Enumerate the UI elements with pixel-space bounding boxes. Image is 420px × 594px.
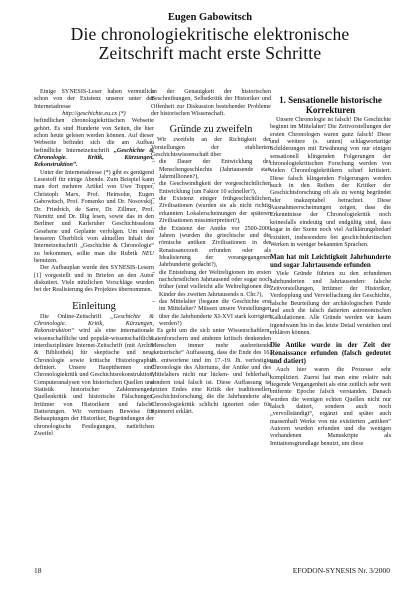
- heading-korrekturen: 1. Sensationelle historische Korrekturen: [279, 95, 382, 115]
- paragraph-definition: [34, 314, 154, 439]
- paragraph-intro: Einige SYNESIS-Leser haben vermutlich schon von der Existenz unserer unter der Internetadresse: [34, 89, 154, 110]
- website-url[interactable]: http://geschichte.eu.cx (*): [62, 111, 126, 118]
- doubt-list: [151, 159, 271, 328]
- list-item: – die Dauer der Entwicklung des Menschengeschlechts (Jahrtausende statt Jahrmillionen?),: [159, 159, 271, 181]
- paragraph-accuracy: an der Genauigkeit der historischen Beschreibungen, Selbstkritik der Historiker und Offenheit zur Diskussion bestehender Probleme der historischen Wissenschaft.: [151, 89, 271, 118]
- page-number: 18: [34, 566, 42, 575]
- list-item: – die Geschwindigkeit der vorgeschichtlichen Entwicklung (um Faktor 10 schneller?),: [159, 181, 271, 196]
- definition-rest: wird als eine internationale wissenschaftliche und populär-wissenschaftliche interdisziplinäre Internet-Zeitschrift (mit Archiv & Bibliothek) für skeptische und neue Chronologie sowie kritische Historiographie definiert. Unsere Hauptthemen sind Chronologiekritik und Geschichtsrekonstruktion, Computeranalysen von historischen Quellen und Statistik historischer Zahlenmengen, Quellenkritik und historische Fälschungen, Irrtümer von Historikern und falsche Datierungen. Wir vermissen Beweise für Behauptungen der Historiker, Begründungen der chronologische Festlegungen, natürlichen Zweifel: [34, 328, 154, 438]
- heading-gruende: Gründe zu zweifeln: [169, 124, 253, 136]
- heading-einleitung: Einleitung: [72, 300, 116, 312]
- paragraph-processes: Auch hier waren die Prozesse sehr kompliziert. Zuerst hat man eine relativ nah liegende Vergangenheit als eine zeitlich sehr weit entfernte Epoche falsch verstanden. Danach wurden die wenigen echten Quellen nicht nur falsch datiert, sondern auch noch „vervollständigt“, ergänzt und später auch massenhaft Werke von nie existierten „antiken“ Autoren wurden erfunden und die wenigen vorhandenen Manuskripte als Imitationsgrundlage benutzt, um diese: [270, 367, 391, 447]
- paragraph-reasons: Viele Gründe führten zu den erfundenen Jahrhunderten und Jahrtausenden: falsche Zeitvorstellungen, Irrtümer der Historiker, Verdopplung und Vervielfachung der Geschichte, falsche Beurteilung der archäologischen Funde und auch die falsch datierten astronomischen Kalkulationen. Alle Gründe werden wir kaum irgendwann bis in das letzte Detail verstehen und erklären können.: [270, 271, 391, 336]
- article-author: Eugen Gabowitsch: [167, 12, 253, 23]
- title-line-1: Die chronologiekritische elektronische: [70, 24, 350, 44]
- heading-jahrhunderte: Man hat mit Leichtigkeit Jahrhunderte und sogar Jahrtausende erfunden: [270, 253, 391, 270]
- issue-label: EFODON-SYNESIS Nr. 3/2000: [292, 566, 390, 575]
- paragraph-doubts: Wir zweifeln an der Richtigkeit der Vorstellungen der etablierten Geschichtswissenschaft über: [151, 137, 271, 159]
- intro-cont-text: befindlichen chronologiekritischen Webseite gehört. Es sind Hunderte von Seiten, die hier schon heute gelesen werden können. Auf dieser Webseite befindet sich die am Aufbau befindliche Internetzeitschrift: [34, 118, 154, 154]
- list-item: – die Existenz einiger frühgeschichtlichen Zivilisationen (wurden sie als nicht richtig erkannten Lokalerscheinungen der späteren Zivilisationen missinterpretiert?),: [159, 196, 271, 225]
- paragraph-contents: [34, 170, 154, 265]
- heading-antike: Die Antike wurde in der Zeit der Renaissance erfunden (falsch gedeutet und datiert): [270, 341, 391, 366]
- article-title: [0, 25, 420, 63]
- definition-start: Die Online-Zeitschrift: [40, 313, 102, 320]
- rubrik-neu: NEU: [141, 250, 154, 257]
- journal-name: „Geschichte & Chronologie. Kritik, Kürzungen, Rekonstruktion“.: [34, 147, 154, 169]
- paragraph-plan: Der Aufbauplan wurde den SYNESIS-Lesern [1] vorgestellt und in Briefen an den Autor diskutiert. Viele nützlichen Vorschläge wurden bei der Realisierung des Projektes übernommen.: [34, 265, 154, 294]
- paragraph-sensation: Unsere Chronologie ist falsch! Die Geschichte beginnt im Mittelalter! Die Zeitvorstellungen der ersten Chronologen waren ganz falsch! Diese und weitere (s. unten) schlagwortartige Schilderungen mit Erwähnung von nur einigen sensationell klingenden Folgerungen der chronologiekritischen Forschung werden von vielen Chronologiekritikern scharf kritisiert. Diese falsch klingenden Folgerungen werden auch in den Reihen der Kritiker der Geschichtsforschung oft als zu wenig begründet oder inakzeptabel betrachtet. Diese Ausnahmeerscheinungen zeigen, dass die Erkenntnisse der Chronologiekritik noch keinesfalls eindeutig und endgültig sind, dass sogar in der Szene noch viel Aufklärungsbedarf existiert, insbesondere bei geschichtskritischen Werken in weniger bekannten Sprachen.: [270, 117, 391, 248]
- column-2: [151, 89, 271, 416]
- column-3: [270, 89, 391, 448]
- paragraph-heretical: Es geht um die sich unter Wissenschaftlern, Laienforschern und anderen kritisch denkenden Menschen immer mehr ausbreitende „ketzerische“ Auffassung, dass die Ende des 16. Jh. entworfene und im 17.-19. Jh. verfestigte Chronologie des Altertums, der Antike und des Mittelalters nicht nur lücken- und fehlerhaft, sondern total falsch ist. Diese Auffassung ist letzten Endes eine Kritik der traditionellen Geschichtsforschung, die die Jahrhunderte alte Chronologiekritik schlicht ignoriert oder für Spinnerei erklärt.: [151, 328, 271, 416]
- title-line-2: Zeitschrift macht erste Schritte: [98, 43, 322, 63]
- definition-journal: „Geschichte & Chronologie. Kritik, Kürzungen, Rekonstruktion“: [34, 313, 154, 335]
- contents-end: benutzen.: [34, 257, 58, 264]
- list-item: – das Mittelalter (begann die Geschichte erst im Mittelalter? Müssen unsere Vorstellungen über die Jahrhunderte XI-XVI stark korrigiert werden?): [159, 299, 271, 328]
- list-item: – die Existenz der Antike vor 2500-2000 Jahren (wurden die griechische und die römische antiken Zivilisationen in der Renaissancezeit erfunden oder als Idealisierung der vorangegangenen Jahrhunderte gedacht?),: [159, 226, 271, 270]
- column-1: [34, 89, 154, 438]
- list-item: – die Entstehung der Weltreligionen im ersten nachchristlichen Jahrtausend oder sogar noch früher (sind vielleicht alle Weltreligionen die Kinder des zweiten Jahrtausends n. Chr.?),: [159, 270, 271, 299]
- paragraph-intro-cont: [34, 118, 154, 169]
- contents-text: Unter der Internetadresse (*) gibt es genügend Lesestoff für einige Abende. Zum Beispiel kann man dort mehrere Artikel von Uwe Topper, Christoph Marx, Prof. Heinsohn, Eugen Gabowitsch, Prof. Fomenko und Dr. Nosovskij, Dr. Friedrich, de Sarre, Dr. Zillmer, Prof. Niemitz und Dr. Illig lesen, sowie das in den Berliner und Karlsruher Geschichtssalons Gesehene und Geplante verfolgen. Um einen besseren Überblick vom aktuellen Inhalt der Internetzeitschrift „Geschichte & Chronologie“ zu bekommen, sollte man die Rubrik: [34, 169, 154, 257]
